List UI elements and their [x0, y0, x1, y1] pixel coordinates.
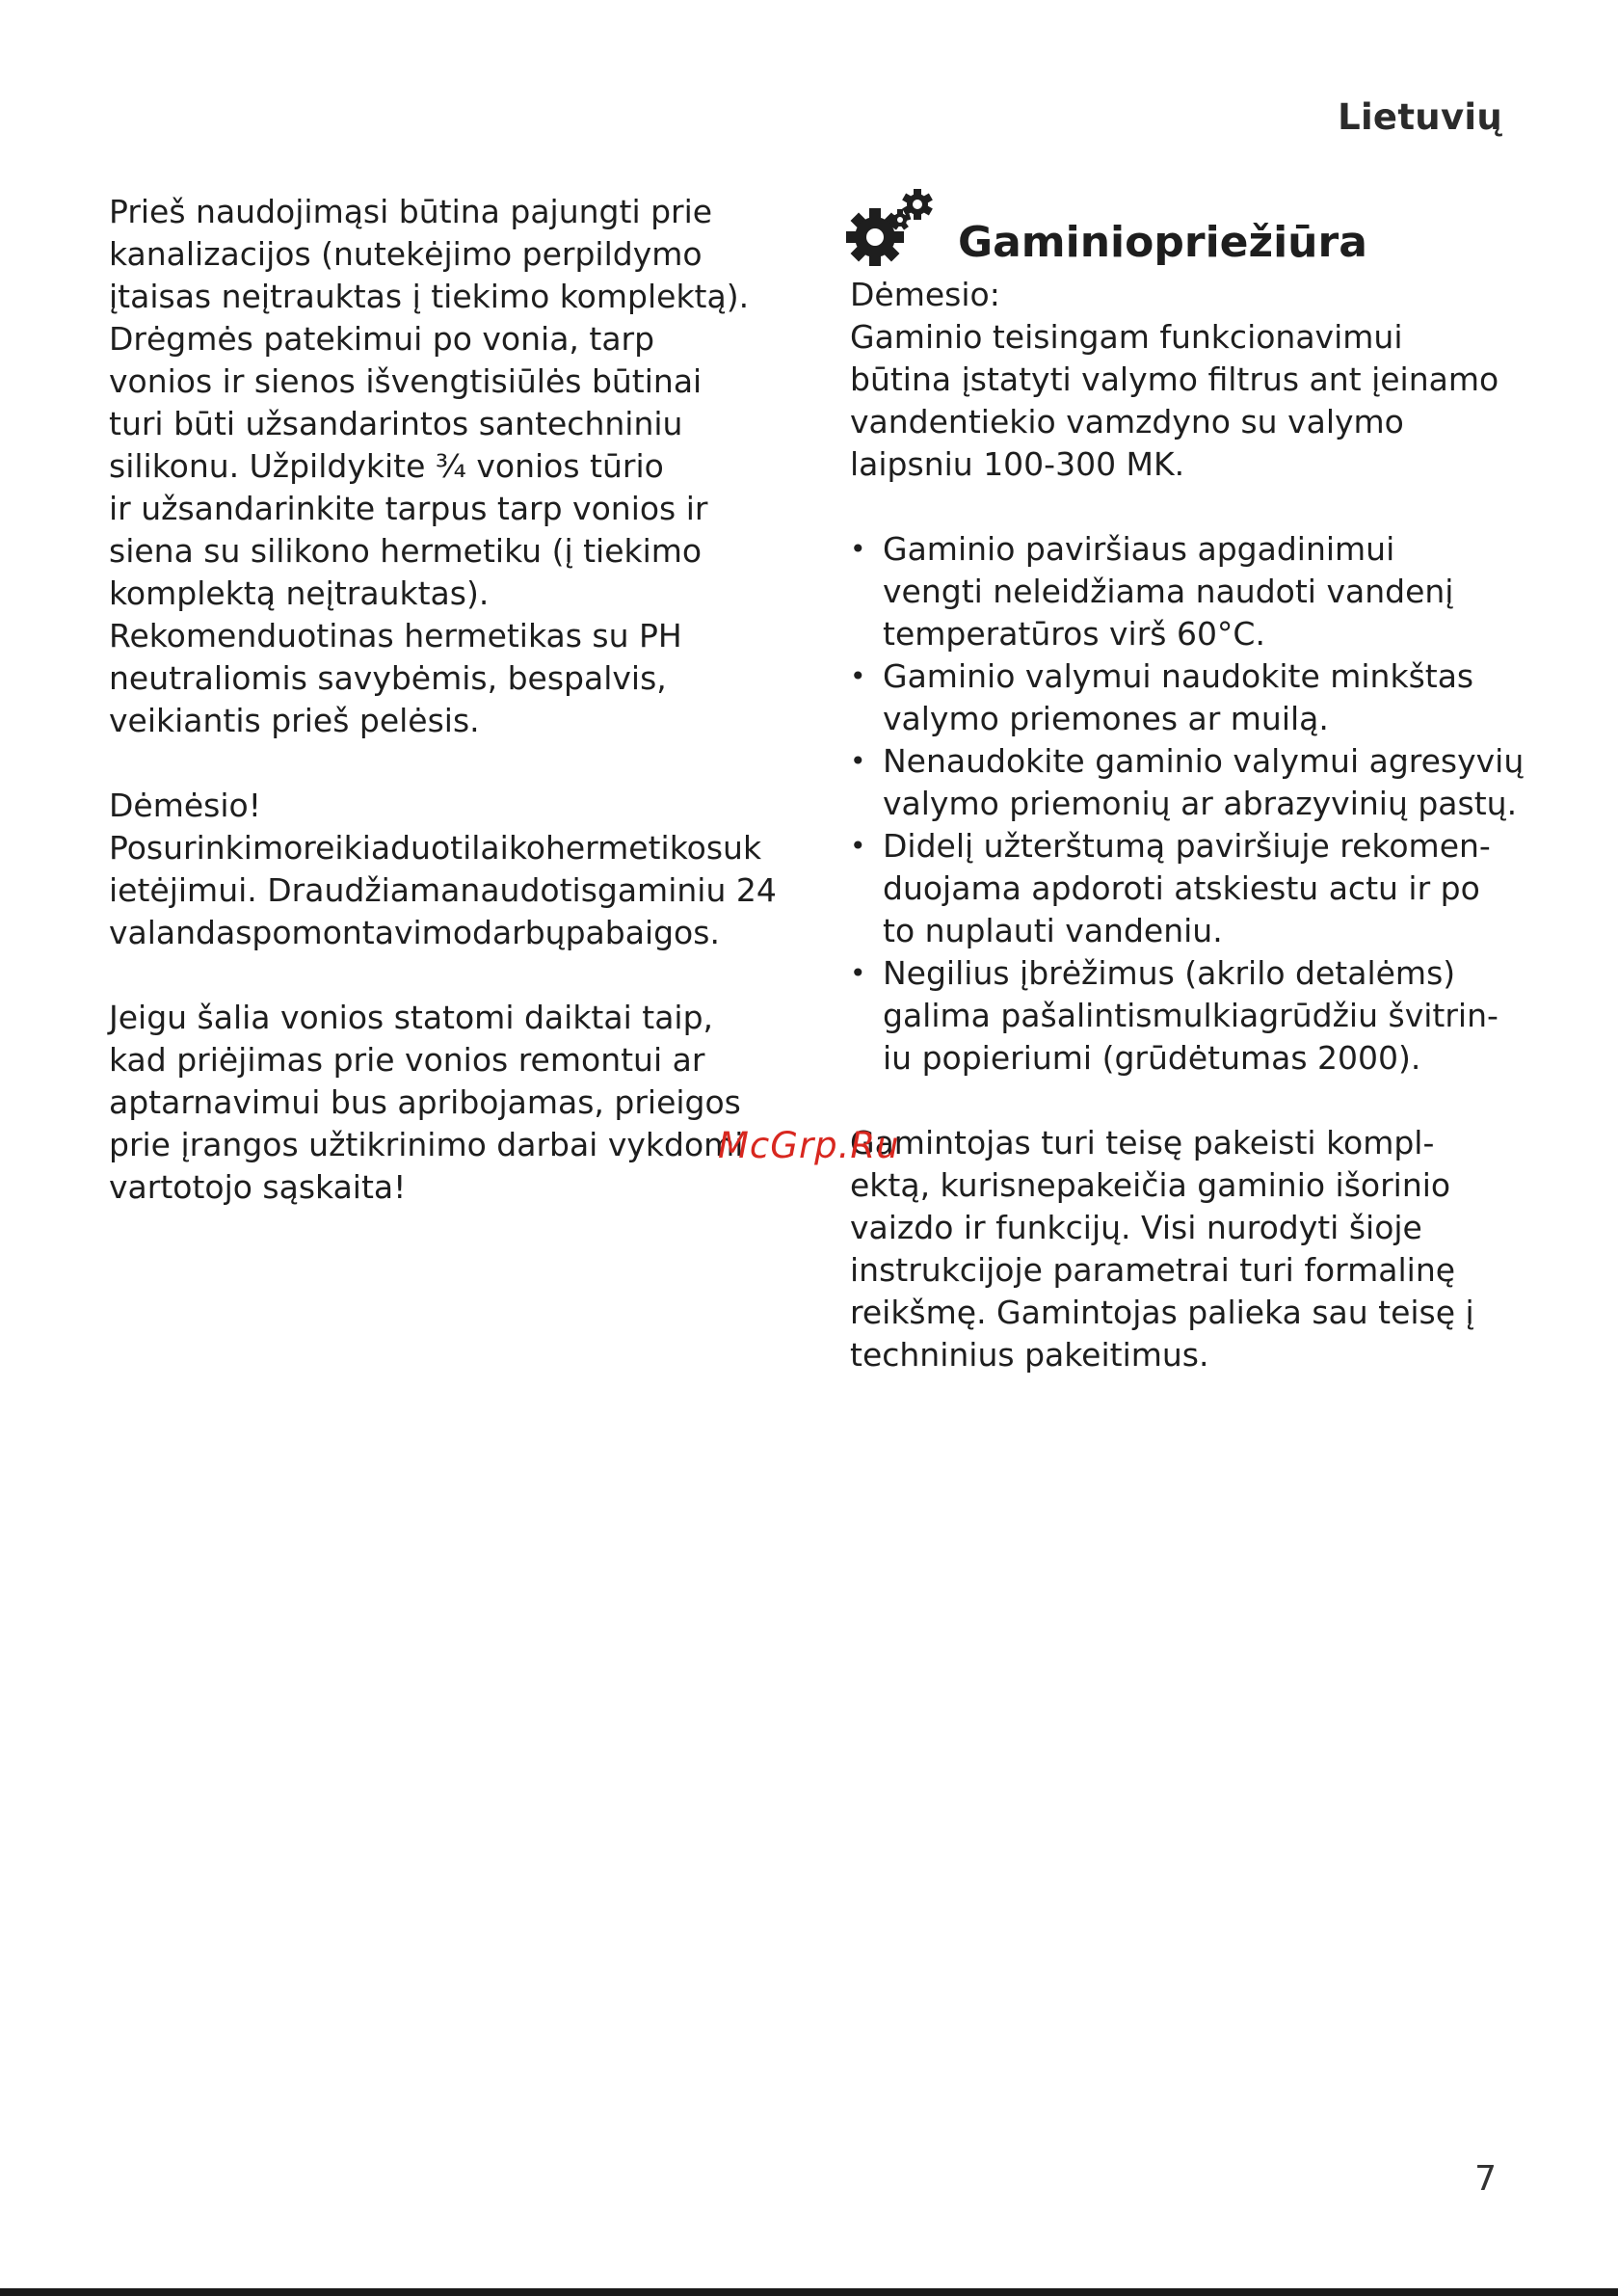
- language-label: Lietuvių: [1338, 96, 1502, 138]
- text-line: valymo priemones ar muilą.: [883, 700, 1329, 737]
- text-line: to nuplauti vandeniu.: [883, 912, 1223, 949]
- text-line: ietėjimui. Draudžiamanaudotisgaminiu 24: [109, 871, 777, 909]
- text-line: iu popieriumi (grūdėtumas 2000).: [883, 1039, 1421, 1077]
- text-line: vandentiekio vamzdyno su valymo: [850, 403, 1404, 441]
- care-instructions-list: [850, 528, 1525, 1080]
- text-line: komplektą neįtrauktas).: [109, 574, 490, 612]
- list-item: [850, 825, 1515, 952]
- text-line: Jeigu šalia vonios statomi daiktai taip,: [109, 999, 714, 1036]
- text-line: Rekomenduotinas hermetikas su PH: [109, 617, 682, 654]
- list-item: [850, 740, 1525, 825]
- text-line: vaizdo ir funkcijų. Visi nurodyti šioje: [850, 1209, 1422, 1246]
- paragraph-manufacturer: [850, 1122, 1515, 1376]
- text-line: Gamintojas turi teisę pakeisti kompl-: [850, 1124, 1435, 1161]
- text-line: • Nenaudokite gaminio valymui agresyvių: [883, 742, 1525, 780]
- paragraph-intro: [850, 274, 1515, 486]
- text-line: ektą, kurisnepakeičia gaminio išorinio: [850, 1166, 1451, 1204]
- text-line: ir užsandarinkite tarpus tarp vonios ir: [109, 490, 708, 527]
- text-line: techninius pakeitimus.: [850, 1336, 1209, 1374]
- list-item: [850, 952, 1515, 1080]
- text-line: • Didelį užterštumą paviršiuje rekomen-: [883, 827, 1491, 865]
- text-line: Posurinkimoreikiaduotilaikohermetikosuk: [109, 829, 762, 867]
- text-line: Prieš naudojimąsi būtina pajungti prie: [109, 193, 713, 230]
- text-line: Drėgmės patekimui po vonia, tarp: [109, 320, 655, 358]
- text-line: neutraliomis savybėmis, bespalvis,: [109, 659, 667, 697]
- text-line: valandaspomontavimodarbųpabaigos.: [109, 914, 720, 951]
- text-line: kanalizacijos (nutekėjimo perpildymo: [109, 235, 703, 273]
- text-line: valymo priemonių ar abrazyvinių pastų.: [883, 785, 1518, 822]
- text-line: instrukcijoje parametrai turi formalinę: [850, 1251, 1456, 1289]
- text-line: vengti neleidžiama naudoti vandenį: [883, 573, 1454, 610]
- text-line: Dėmesio:: [850, 276, 1000, 313]
- text-line: turi būti užsandarintos santechniniu: [109, 405, 683, 442]
- watermark: McGrp.Ru: [718, 1125, 900, 1166]
- section-title: Gaminiopriežiūra: [958, 218, 1367, 267]
- text-line: vonios ir sienos išvengtisiūlės būtinai: [109, 362, 703, 400]
- text-line: veikiantis prieš pelėsis.: [109, 702, 480, 739]
- text-line: prie įrangos užtikrinimo darbai vykdomi: [109, 1126, 744, 1163]
- list-item: [850, 655, 1515, 740]
- paragraph-access: [109, 997, 764, 1209]
- text-line: • Gaminio paviršiaus apgadinimui: [883, 530, 1395, 568]
- text-line: laipsniu 100-300 MK.: [850, 445, 1185, 483]
- paragraph-installation: [109, 191, 764, 742]
- page-number: 7: [1474, 2159, 1497, 2199]
- text-line: reikšmę. Gamintojas palieka sau teisę į: [850, 1294, 1474, 1331]
- text-line: Dėmėsio!: [109, 787, 261, 824]
- list-item: [850, 528, 1515, 655]
- gears-icon: [846, 187, 942, 276]
- text-line: Gaminio teisingam funkcionavimui: [850, 318, 1403, 356]
- text-line: • Gaminio valymui naudokite minkštas: [883, 657, 1474, 695]
- left-column: [109, 191, 777, 1209]
- paragraph-attention: [109, 785, 777, 954]
- text-line: vartotojo sąskaita!: [109, 1168, 407, 1206]
- text-line: kad priėjimas prie vonios remontui ar: [109, 1041, 705, 1079]
- section-header: [850, 187, 1515, 276]
- text-line: temperatūros virš 60°C.: [883, 615, 1265, 653]
- text-line: • Negilius įbrėžimus (akrilo detalėms): [883, 954, 1456, 992]
- text-line: būtina įstatyti valymo filtrus ant įeinamo: [850, 360, 1499, 398]
- text-line: įtaisas neįtrauktas į tiekimo komplektą).: [109, 278, 750, 315]
- text-line: siena su silikono hermetiku (į tiekimo: [109, 532, 703, 570]
- right-column: [850, 191, 1525, 1376]
- text-line: silikonu. Užpildykite ¾ vonios tūrio: [109, 447, 664, 485]
- text-line: duojama apdoroti atskiestu actu ir po: [883, 869, 1480, 907]
- text-line: aptarnavimui bus apribojamas, prieigos: [109, 1083, 741, 1121]
- text-line: galima pašalintismulkiagrūdžiu švitrin-: [883, 997, 1499, 1034]
- bottom-divider: [0, 2288, 1618, 2296]
